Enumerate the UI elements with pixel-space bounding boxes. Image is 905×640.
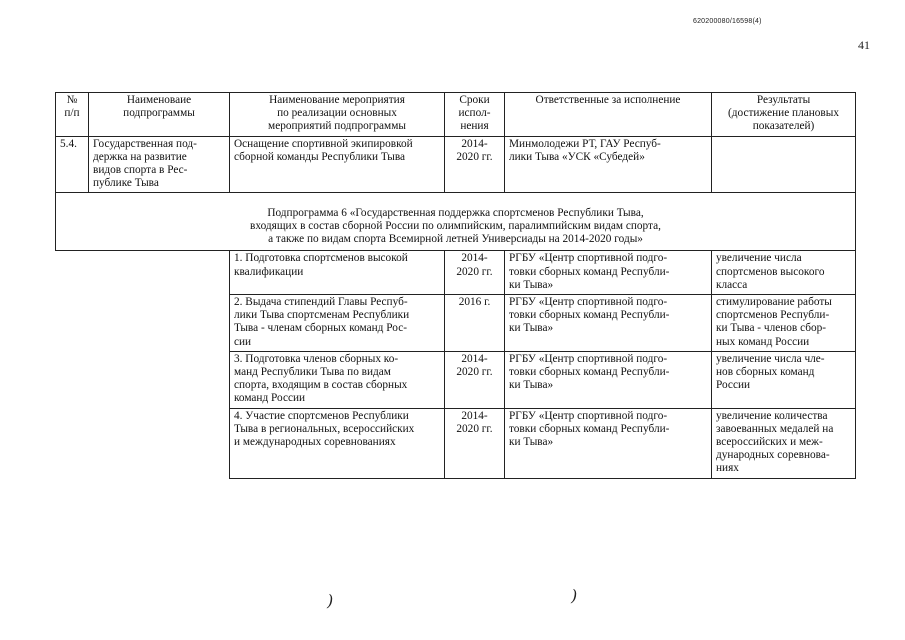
header-responsible: Ответственные за исполнение: [505, 93, 712, 137]
row-results: [712, 136, 856, 193]
document-id: 620200080/16598(4): [693, 18, 762, 25]
row-measure: 3. Подготовка членов сборных ко- манд Республики Тыва по видам спорта, входящим в состав сборных команд России: [230, 351, 445, 408]
table-header-row: [56, 93, 856, 137]
row-subprogram: Государственная под- держка на развитие видов спорта в Рес- публике Тыва: [89, 136, 230, 193]
row-num: 5.4.: [56, 136, 89, 193]
handwritten-mark: ): [327, 591, 334, 610]
row-terms: 2014- 2020 гг.: [445, 351, 505, 408]
row-responsible: РГБУ «Центр спортивной подго- товки сборных команд Республи- ки Тыва»: [505, 351, 712, 408]
row-responsible: РГБУ «Центр спортивной подго- товки сборных команд Республи- ки Тыва»: [505, 408, 712, 478]
row-terms: 2014- 2020 гг.: [445, 408, 505, 478]
row-measure: Оснащение спортивной экипировкой сборной команды Республики Тыва: [230, 136, 445, 193]
subprogram-title-row: [56, 193, 856, 251]
header-measure: Наименование мероприятия по реализации основных мероприятий подпрограммы: [230, 93, 445, 137]
header-results: Результаты (достижение плановых показателей): [712, 93, 856, 137]
row-results: увеличение числа чле- нов сборных команд России: [712, 351, 856, 408]
header-terms: Сроки испол- нения: [445, 93, 505, 137]
row-responsible: РГБУ «Центр спортивной подго- товки сборных команд Республи- ки Тыва»: [505, 251, 712, 295]
row-results: увеличение количества завоеванных медалей на всероссийских и меж- дународных соревнова- ниях: [712, 408, 856, 478]
row-responsible: Минмолодежи РТ, ГАУ Респуб- лики Тыва «УСК «Субедей»: [505, 136, 712, 193]
row-results: стимулирование работы спортсменов Республи- ки Тыва - членов сбор- ных команд России: [712, 295, 856, 352]
table-row: [56, 251, 856, 295]
row-terms: 2014- 2020 гг.: [445, 251, 505, 295]
row-responsible: РГБУ «Центр спортивной подго- товки сборных команд Республи- ки Тыва»: [505, 295, 712, 352]
measures-table: [55, 92, 856, 479]
page-number: 41: [858, 38, 870, 52]
row-measure: 1. Подготовка спортсменов высокой квалификации: [230, 251, 445, 295]
subprogram-6-title: Подпрограмма 6 «Государственная поддержка спортсменов Республики Тыва, входящих в состав сборной России по олимпийским, паралимпийским видам спорта, а также по видам спорта Всемирной летней Универсиады на 2014-2020 годы»: [56, 193, 856, 251]
row-terms: 2014- 2020 гг.: [445, 136, 505, 193]
empty-cell: [56, 251, 230, 478]
row-measure: 4. Участие спортсменов Республики Тыва в региональных, всероссийских и международных соревнованиях: [230, 408, 445, 478]
row-measure: 2. Выдача стипендий Главы Респуб- лики Тыва спортсменам Республики Тыва - членам сборных команд Рос- сии: [230, 295, 445, 352]
row-terms: 2016 г.: [445, 295, 505, 352]
row-results: увеличение числа спортсменов высокого класса: [712, 251, 856, 295]
header-subprogram: Наименоваие подпрограммы: [89, 93, 230, 137]
header-num: № п/п: [56, 93, 89, 137]
handwritten-mark: ): [571, 586, 578, 605]
table-row: [56, 136, 856, 193]
